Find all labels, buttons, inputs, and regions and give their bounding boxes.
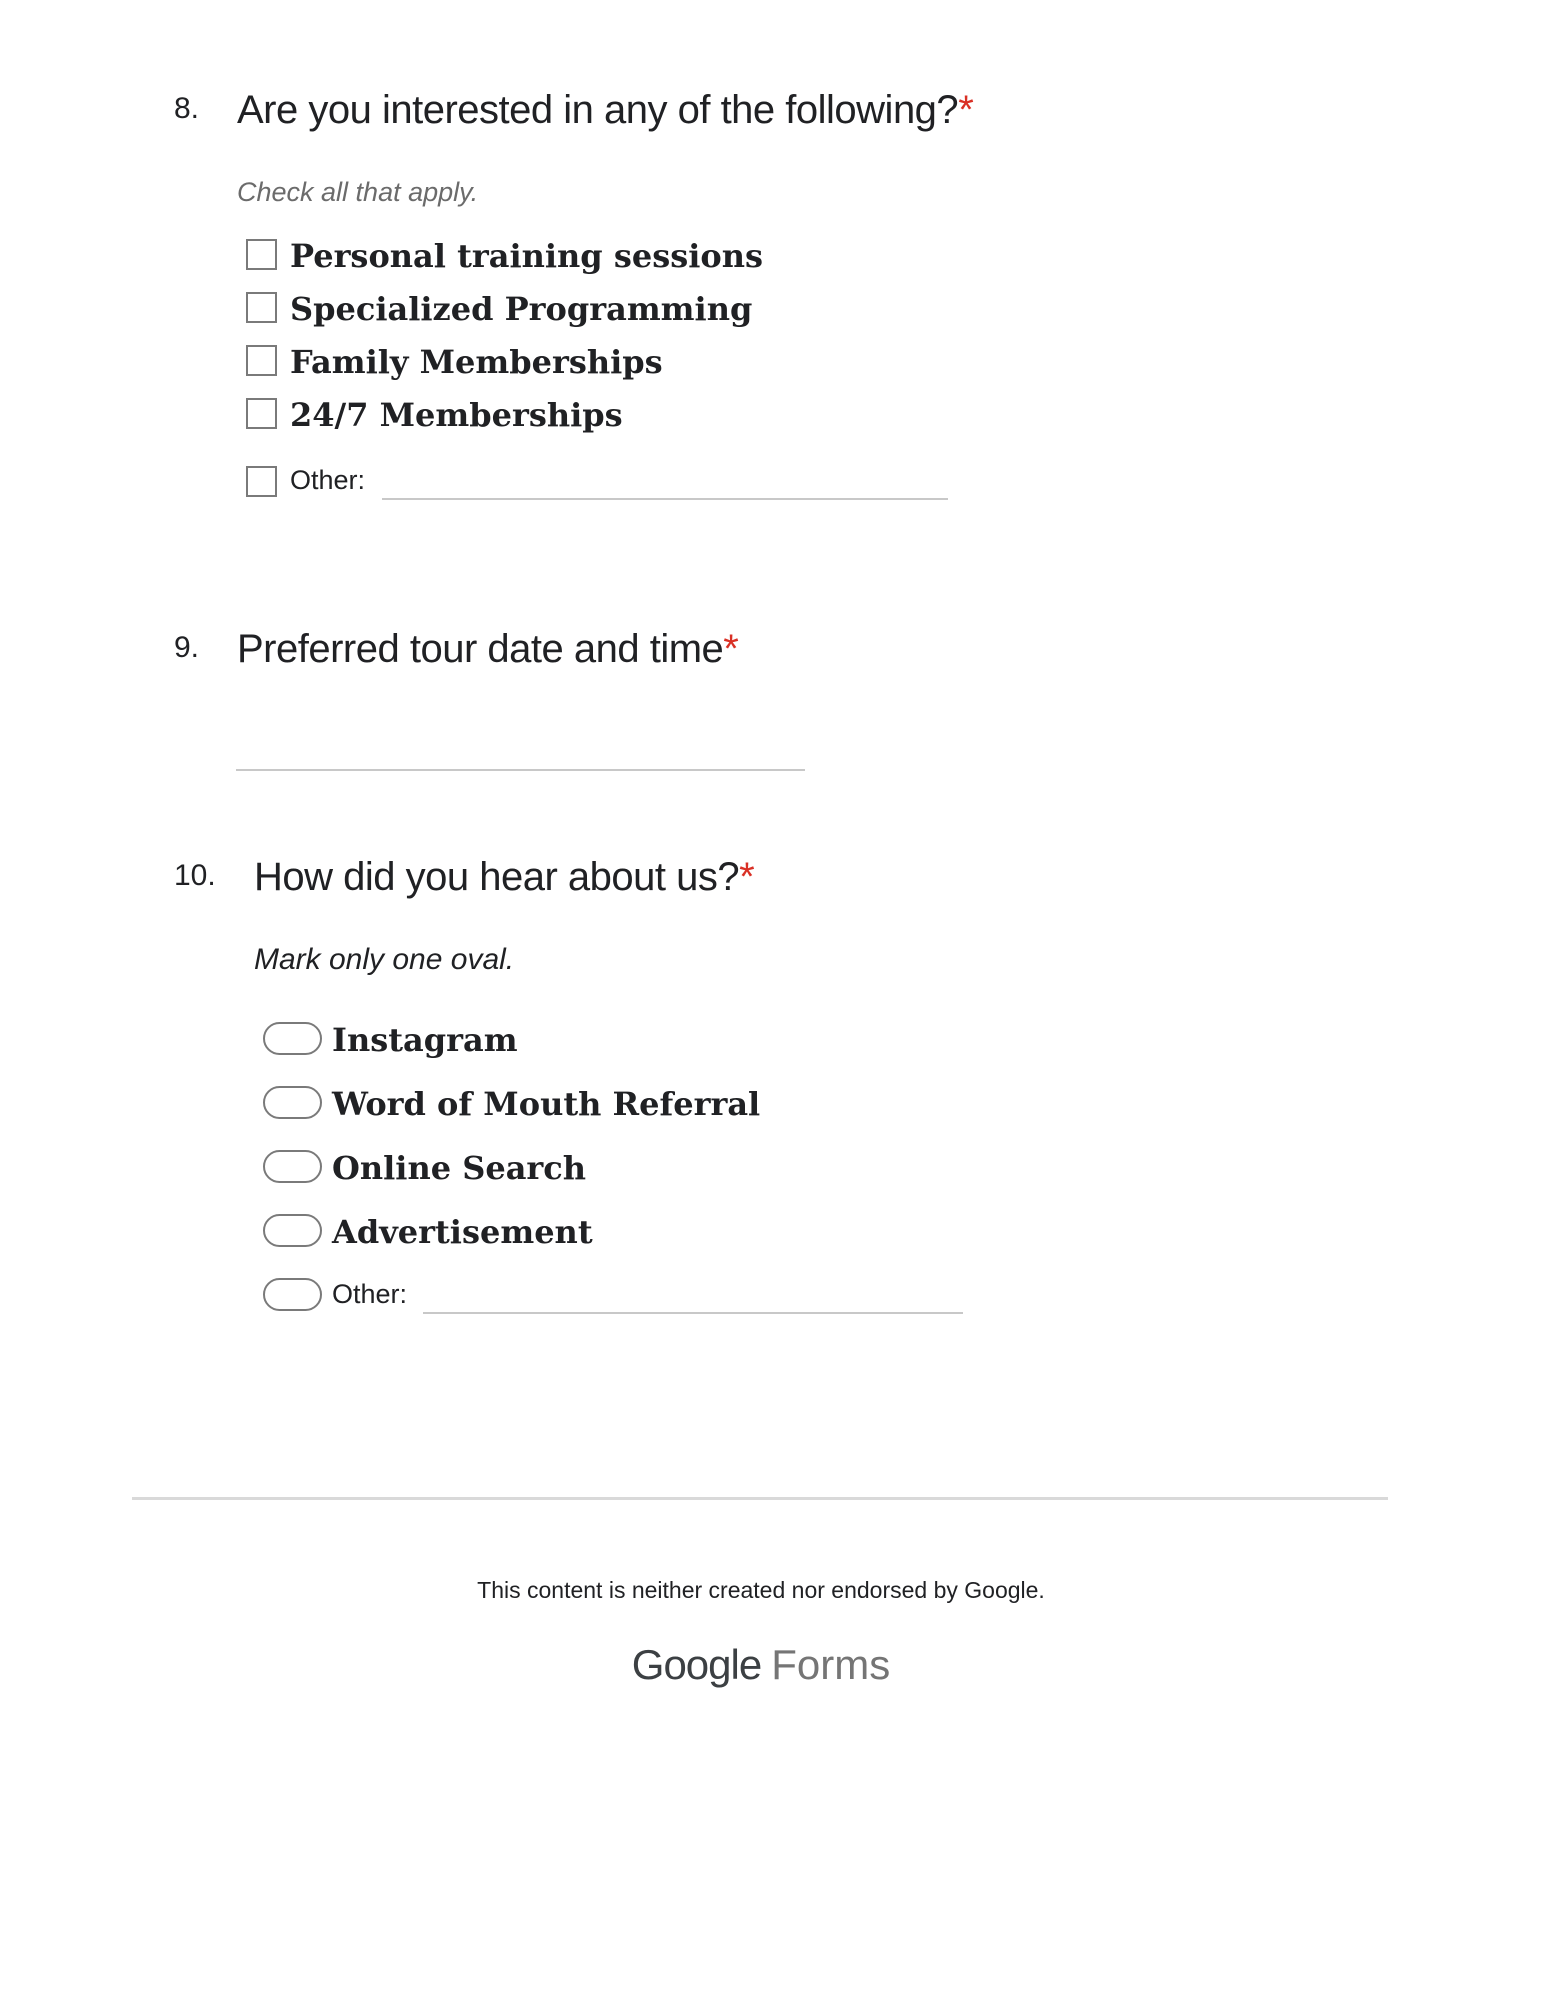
- option-label: Online Search: [332, 1149, 587, 1187]
- checkbox-family-memberships[interactable]: [246, 345, 277, 376]
- option-label: 24/7 Memberships: [290, 396, 623, 434]
- question-hint: Mark only one oval.: [254, 943, 515, 976]
- required-asterisk: *: [958, 88, 974, 132]
- question-number: 8.: [174, 92, 200, 125]
- disclaimer-text: This content is neither created nor endorsed by Google.: [477, 1577, 1045, 1603]
- question-title-text: Preferred tour date and time: [237, 627, 724, 671]
- question-number: 9.: [174, 631, 200, 664]
- checkbox-specialized-programming[interactable]: [246, 292, 277, 323]
- other-input-line[interactable]: [423, 1312, 963, 1314]
- option-label: Word of Mouth Referral: [332, 1085, 761, 1123]
- option-label: Family Memberships: [290, 343, 663, 381]
- required-asterisk: *: [723, 627, 739, 671]
- radio-other[interactable]: [263, 1278, 322, 1311]
- logo-google: Google: [631, 1641, 762, 1688]
- checkbox-other[interactable]: [246, 466, 277, 497]
- answer-input-line[interactable]: [236, 769, 805, 771]
- other-input-line[interactable]: [382, 498, 948, 500]
- other-label: Other:: [290, 465, 366, 495]
- checkbox-personal-training[interactable]: [246, 239, 277, 270]
- radio-word-of-mouth[interactable]: [263, 1086, 322, 1119]
- logo-forms: Forms: [771, 1641, 891, 1688]
- radio-instagram[interactable]: [263, 1022, 322, 1055]
- question-number: 10.: [174, 859, 216, 892]
- google-forms-logo: [0, 1641, 1522, 1689]
- question-title-text: Are you interested in any of the following?: [237, 88, 959, 132]
- option-label: Instagram: [332, 1021, 518, 1059]
- question-title: [254, 855, 754, 900]
- footer-divider: [132, 1497, 1388, 1500]
- other-label: Other:: [332, 1279, 408, 1309]
- option-label: Advertisement: [332, 1213, 593, 1251]
- question-title: [237, 627, 738, 672]
- checkbox-24-7-memberships[interactable]: [246, 398, 277, 429]
- option-label: Personal training sessions: [290, 237, 763, 275]
- question-hint: Check all that apply.: [237, 177, 479, 207]
- question-title-text: How did you hear about us?: [254, 855, 740, 899]
- required-asterisk: *: [739, 855, 755, 899]
- question-title: [237, 88, 973, 133]
- radio-advertisement[interactable]: [263, 1214, 322, 1247]
- radio-online-search[interactable]: [263, 1150, 322, 1183]
- option-label: Specialized Programming: [290, 290, 753, 328]
